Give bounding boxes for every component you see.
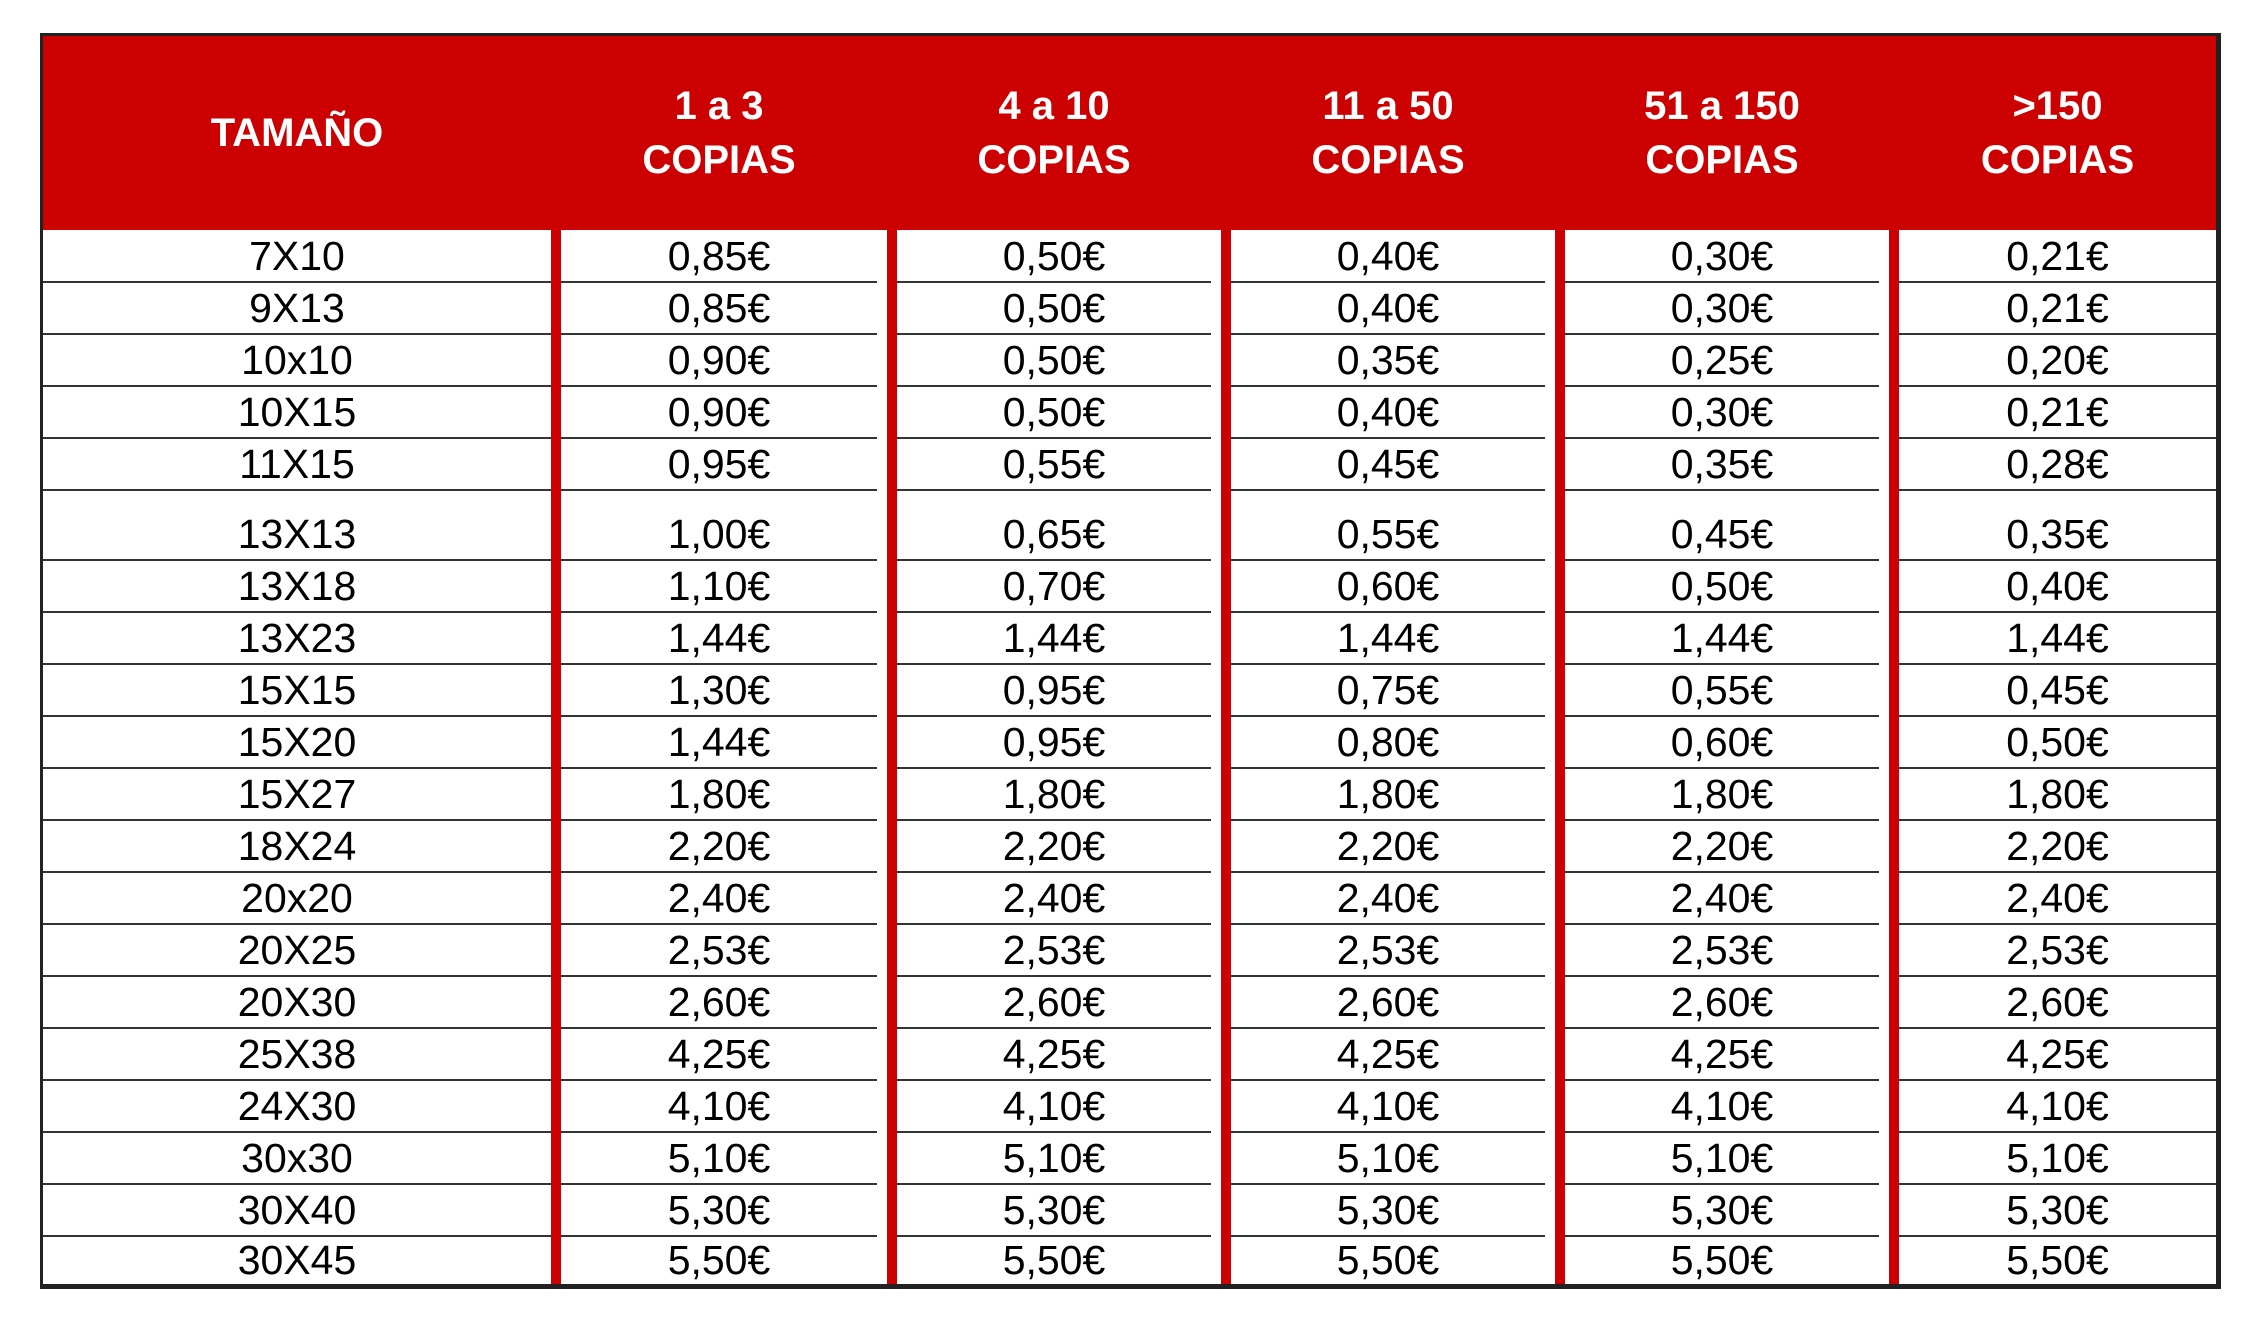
price-cell-15x27-col-5: 1,80€ <box>2006 770 2109 817</box>
price-cell-13x23-col-5: 1,44€ <box>2006 614 2109 661</box>
price-cell-30x30-col-5: 5,10€ <box>2006 1134 2109 1181</box>
header-label-line2: COPIAS <box>1645 138 1799 182</box>
price-cell-15x27-col-1: 1,80€ <box>667 770 771 817</box>
size-cell-18x24: 18X24 <box>237 822 357 869</box>
price-cell-30x40-col-5: 5,30€ <box>2006 1186 2109 1233</box>
price-cell-9x13-col-2: 0,50€ <box>1002 284 1106 331</box>
size-cell-15x27: 15X27 <box>237 770 357 817</box>
price-cell-10x10-col-4: 0,25€ <box>1670 336 1774 383</box>
price-cell-18x24-col-3: 2,20€ <box>1336 822 1440 869</box>
price-cell-20x25-col-1: 2,53€ <box>667 926 771 973</box>
price-cell-30x30-col-3: 5,10€ <box>1336 1134 1440 1181</box>
price-cell-13x13-col-5: 0,35€ <box>2006 510 2109 557</box>
price-cell-10x15-col-1: 0,90€ <box>667 388 771 435</box>
price-cell-13x18-col-3: 0,60€ <box>1336 562 1440 609</box>
price-cell-20x25-col-5: 2,53€ <box>2006 926 2109 973</box>
column-separator <box>551 36 561 1284</box>
price-cell-25x38-col-1: 4,25€ <box>667 1030 771 1077</box>
price-cell-20x30-col-4: 2,60€ <box>1670 978 1774 1025</box>
price-cell-24x30-col-1: 4,10€ <box>667 1082 771 1129</box>
price-cell-20x20-col-4: 2,40€ <box>1670 874 1774 921</box>
price-cell-20x25-col-3: 2,53€ <box>1336 926 1440 973</box>
price-cell-15x20-col-5: 0,50€ <box>2006 718 2109 765</box>
price-cell-25x38-col-2: 4,25€ <box>1002 1030 1106 1077</box>
size-cell-20x20: 20x20 <box>241 874 353 921</box>
header-label <box>211 106 384 160</box>
price-cell-13x18-col-1: 1,10€ <box>667 562 771 609</box>
price-cell-20x30-col-2: 2,60€ <box>1002 978 1106 1025</box>
header-label <box>1981 79 2134 187</box>
price-cell-10x10-col-5: 0,20€ <box>2006 336 2109 383</box>
size-cell-30x40: 30X40 <box>237 1186 357 1233</box>
price-cell-13x18-col-4: 0,50€ <box>1670 562 1774 609</box>
header-label-line2: COPIAS <box>977 138 1131 182</box>
price-cell-25x38-col-3: 4,25€ <box>1336 1030 1440 1077</box>
header-label-line2: COPIAS <box>1980 138 2135 182</box>
price-cell-30x40-col-4: 5,30€ <box>1670 1186 1774 1233</box>
size-cell-25x38: 25X38 <box>237 1030 357 1077</box>
size-cell-13x13: 13X13 <box>237 510 357 557</box>
price-cell-7x10-col-4: 0,30€ <box>1670 232 1774 279</box>
header-label-line1: TAMAÑO <box>210 111 384 155</box>
column-separator <box>1555 36 1565 1284</box>
price-cell-10x10-col-3: 0,35€ <box>1336 336 1440 383</box>
size-cell-20x30: 20X30 <box>237 978 357 1025</box>
price-cell-15x20-col-3: 0,80€ <box>1336 718 1440 765</box>
size-cell-10x10: 10x10 <box>241 336 353 383</box>
price-cell-11x15-col-5: 0,28€ <box>2006 440 2109 487</box>
price-cell-13x23-col-4: 1,44€ <box>1670 614 1774 661</box>
price-cell-9x13-col-1: 0,85€ <box>667 284 771 331</box>
header-label-line1: 11 a 50 <box>1322 84 1454 128</box>
price-cell-13x23-col-2: 1,44€ <box>1002 614 1106 661</box>
size-cell-24x30: 24X30 <box>237 1082 357 1129</box>
header-label-line1: 4 a 10 <box>998 84 1110 128</box>
price-cell-15x15-col-1: 1,30€ <box>667 666 771 713</box>
price-cell-7x10-col-2: 0,50€ <box>1002 232 1106 279</box>
price-cell-24x30-col-3: 4,10€ <box>1336 1082 1440 1129</box>
price-cell-18x24-col-2: 2,20€ <box>1002 822 1106 869</box>
price-cell-15x20-col-2: 0,95€ <box>1002 718 1106 765</box>
header-label <box>1644 79 1800 187</box>
price-cell-10x15-col-4: 0,30€ <box>1670 388 1774 435</box>
size-cell-11x15: 11X15 <box>239 440 355 487</box>
price-cell-15x20-col-1: 1,44€ <box>667 718 771 765</box>
price-cell-11x15-col-2: 0,55€ <box>1002 440 1106 487</box>
price-cell-18x24-col-5: 2,20€ <box>2006 822 2109 869</box>
price-cell-30x45-col-5: 5,50€ <box>2006 1236 2109 1283</box>
price-cell-13x13-col-1: 1,00€ <box>667 510 771 557</box>
price-cell-15x15-col-3: 0,75€ <box>1336 666 1440 713</box>
header-cell-size <box>43 36 551 230</box>
price-cell-20x30-col-5: 2,60€ <box>2006 978 2109 1025</box>
price-cell-30x45-col-2: 5,50€ <box>1002 1236 1106 1283</box>
column-separator <box>1221 36 1231 1284</box>
price-cell-24x30-col-5: 4,10€ <box>2006 1082 2109 1129</box>
price-cell-7x10-col-1: 0,85€ <box>667 232 771 279</box>
size-cell-9x13: 9X13 <box>249 284 345 331</box>
price-cell-30x30-col-2: 5,10€ <box>1002 1134 1106 1181</box>
price-cell-30x45-col-3: 5,50€ <box>1336 1236 1440 1283</box>
header-cell-copies-1 <box>561 36 877 230</box>
price-cell-15x27-col-3: 1,80€ <box>1336 770 1440 817</box>
price-cell-15x27-col-2: 1,80€ <box>1002 770 1106 817</box>
price-cell-30x40-col-1: 5,30€ <box>667 1186 771 1233</box>
price-cell-13x23-col-1: 1,44€ <box>667 614 771 661</box>
header-label <box>1311 79 1464 187</box>
column-separator <box>887 36 897 1284</box>
price-cell-24x30-col-2: 4,10€ <box>1002 1082 1106 1129</box>
size-cell-10x15: 10X15 <box>237 388 357 435</box>
price-cell-15x27-col-4: 1,80€ <box>1670 770 1774 817</box>
price-cell-11x15-col-1: 0,95€ <box>667 440 771 487</box>
header-label-line2: COPIAS <box>642 138 796 182</box>
size-cell-30x45: 30X45 <box>237 1236 357 1283</box>
price-cell-18x24-col-4: 2,20€ <box>1670 822 1774 869</box>
header-label-line2: COPIAS <box>1311 138 1465 182</box>
price-cell-20x20-col-2: 2,40€ <box>1002 874 1106 921</box>
price-cell-30x30-col-4: 5,10€ <box>1670 1134 1774 1181</box>
price-cell-20x20-col-1: 2,40€ <box>667 874 771 921</box>
header-label <box>642 79 795 187</box>
price-cell-20x20-col-5: 2,40€ <box>2006 874 2109 921</box>
header-cell-copies-3 <box>1231 36 1545 230</box>
price-cell-7x10-col-5: 0,21€ <box>2006 232 2109 279</box>
price-cell-10x10-col-2: 0,50€ <box>1002 336 1106 383</box>
price-cell-24x30-col-4: 4,10€ <box>1670 1082 1774 1129</box>
price-cell-25x38-col-4: 4,25€ <box>1670 1030 1774 1077</box>
header-cell-copies-4 <box>1565 36 1879 230</box>
price-cell-10x10-col-1: 0,90€ <box>667 336 771 383</box>
size-cell-15x20: 15X20 <box>237 718 357 765</box>
price-cell-20x25-col-2: 2,53€ <box>1002 926 1106 973</box>
header-cell-copies-2 <box>897 36 1211 230</box>
price-cell-20x30-col-3: 2,60€ <box>1336 978 1440 1025</box>
price-cell-13x18-col-5: 0,40€ <box>2006 562 2109 609</box>
price-cell-10x15-col-3: 0,40€ <box>1336 388 1440 435</box>
price-cell-20x25-col-4: 2,53€ <box>1670 926 1774 973</box>
size-cell-30x30: 30x30 <box>241 1134 353 1181</box>
size-cell-20x25: 20X25 <box>237 926 357 973</box>
price-cell-30x45-col-4: 5,50€ <box>1670 1236 1774 1283</box>
header-label-line1: 1 a 3 <box>674 84 764 128</box>
price-cell-13x23-col-3: 1,44€ <box>1336 614 1440 661</box>
price-cell-10x15-col-5: 0,21€ <box>2006 388 2109 435</box>
price-cell-20x30-col-1: 2,60€ <box>667 978 771 1025</box>
price-cell-25x38-col-5: 4,25€ <box>2006 1030 2109 1077</box>
price-cell-10x15-col-2: 0,50€ <box>1002 388 1106 435</box>
price-cell-15x15-col-2: 0,95€ <box>1002 666 1106 713</box>
price-cell-30x45-col-1: 5,50€ <box>667 1236 771 1283</box>
price-cell-11x15-col-3: 0,45€ <box>1336 440 1440 487</box>
column-separator <box>1889 36 1899 1284</box>
header-label-line1: 51 a 150 <box>1644 84 1800 128</box>
price-cell-15x20-col-4: 0,60€ <box>1670 718 1774 765</box>
price-cell-9x13-col-4: 0,30€ <box>1670 284 1774 331</box>
price-cell-30x40-col-2: 5,30€ <box>1002 1186 1106 1233</box>
price-cell-20x20-col-3: 2,40€ <box>1336 874 1440 921</box>
price-cell-30x30-col-1: 5,10€ <box>667 1134 771 1181</box>
price-cell-13x18-col-2: 0,70€ <box>1002 562 1106 609</box>
header-label <box>977 79 1130 187</box>
price-cell-15x15-col-4: 0,55€ <box>1670 666 1774 713</box>
price-cell-7x10-col-3: 0,40€ <box>1336 232 1440 279</box>
size-cell-15x15: 15X15 <box>237 666 357 713</box>
price-cell-30x40-col-3: 5,30€ <box>1336 1186 1440 1233</box>
header-cell-copies-5 <box>1899 36 2216 230</box>
size-cell-13x23: 13X23 <box>237 614 357 661</box>
price-cell-9x13-col-3: 0,40€ <box>1336 284 1440 331</box>
price-cell-13x13-col-3: 0,55€ <box>1336 510 1440 557</box>
price-cell-18x24-col-1: 2,20€ <box>667 822 771 869</box>
size-cell-7x10: 7X10 <box>249 232 345 279</box>
header-label-line1: >150 <box>2012 84 2103 128</box>
price-table <box>40 33 2221 1289</box>
price-cell-13x13-col-2: 0,65€ <box>1002 510 1106 557</box>
price-cell-9x13-col-5: 0,21€ <box>2006 284 2109 331</box>
price-cell-11x15-col-4: 0,35€ <box>1670 440 1774 487</box>
price-cell-13x13-col-4: 0,45€ <box>1670 510 1774 557</box>
size-cell-13x18: 13X18 <box>237 562 357 609</box>
price-cell-15x15-col-5: 0,45€ <box>2006 666 2109 713</box>
